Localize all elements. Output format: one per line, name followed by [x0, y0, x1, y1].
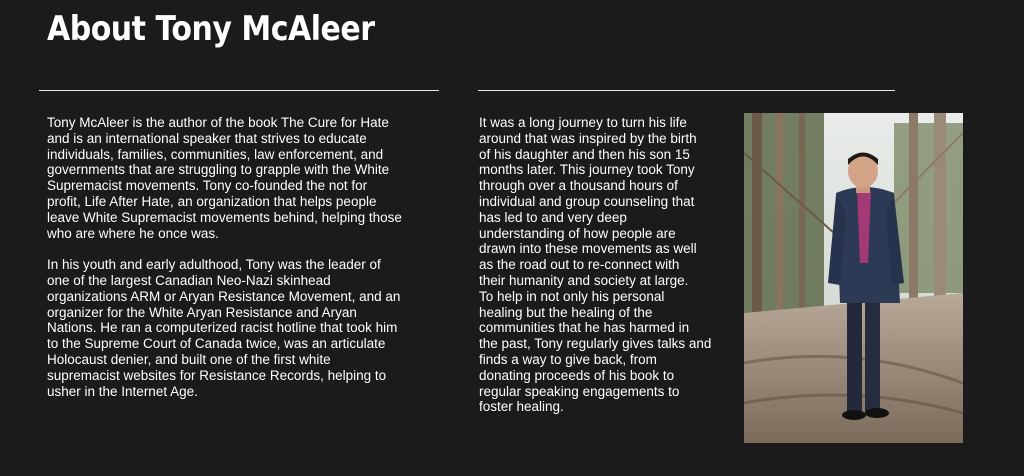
divider-left	[39, 90, 439, 91]
bio-column-left	[47, 115, 442, 415]
divider-right	[478, 90, 895, 91]
bio-paragraph-journey: It was a long journey to turn his life around that was inspired by the birth of his daughter and then his son 15 months later. This journey took Tony through over a thousand hours of individual and group counseling that has led to and very deep understanding of how people are drawn into these movements as well as the road out to re-connect with their humanity and society at large. To help in not only his personal healing but the healing of the communities that he has harmed in the past, Tony regularly gives talks and finds a way to give back, from donating proceeds of his book to regular speaking engagements to foster healing.	[479, 115, 712, 415]
portrait-photo	[744, 113, 963, 443]
bio-column-right	[479, 115, 737, 431]
bio-paragraph-history: In his youth and early adulthood, Tony was the leader of one of the largest Canadian Neo-Nazi skinhead organizations ARM or Aryan Resistance Movement, and an organizer for the White Aryan Resistance and Aryan Nations. He ran a computerized racist hotline that took him to the Supreme Court of Canada twice, was an articulate Holocaust denier, and built one of the first white supremacist websites for Resistance Records, helping to usher in the Internet Age.	[47, 257, 401, 399]
bio-paragraph-intro: Tony McAleer is the author of the book The Cure for Hate and is an international speaker that strives to educate individuals, families, communities, law enforcement, and governments that are struggling to grapple with the White Supremacist movements. Tony co-founded the not for profit, Life After Hate, an organization that helps people leave White Supremacist movements behind, helping those who are where he once was.	[47, 115, 402, 241]
page-title: About Tony McAleer	[47, 10, 375, 50]
